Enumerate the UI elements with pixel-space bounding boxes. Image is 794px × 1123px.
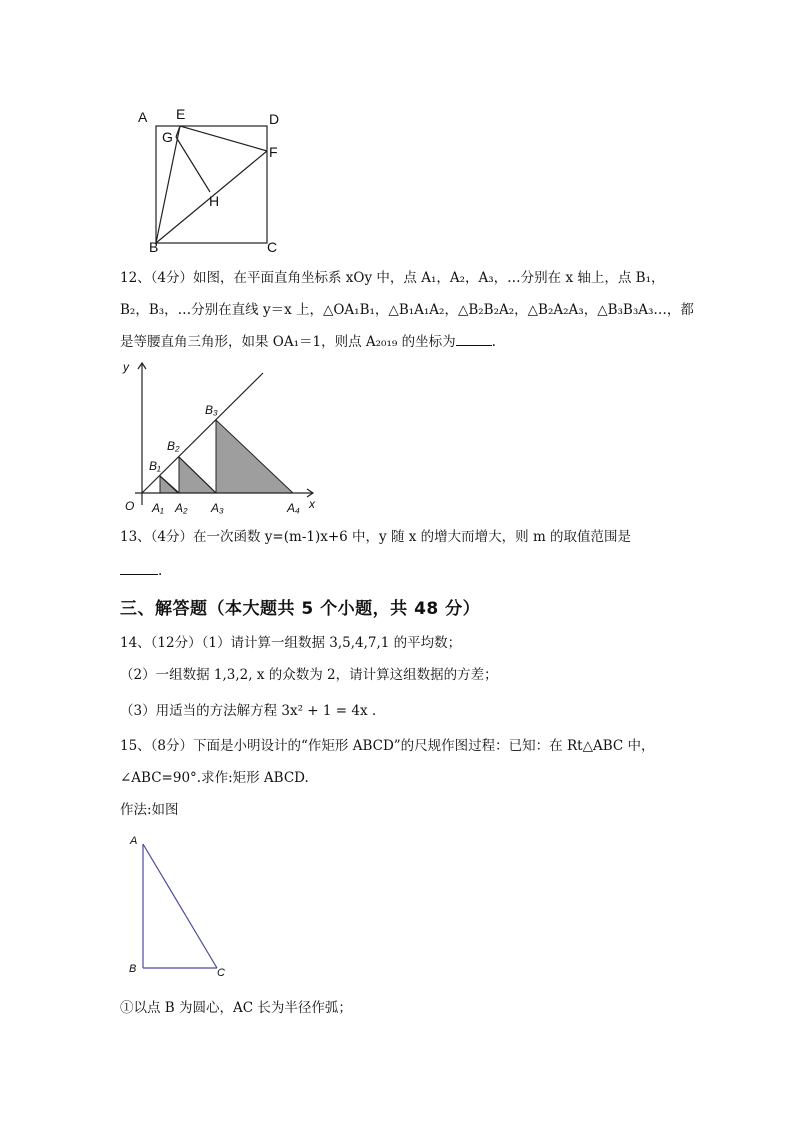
q14-line3: （3）用适当的方法解方程 3x² + 1 = 4x . — [120, 703, 377, 719]
answer-blank[interactable] — [120, 562, 158, 575]
q12-line2: B₂，B₃，…分别在直线 y＝x 上，△OA₁B₁，△B₁A₁A₂，△B₂B₂A₂，△B₂A₂A₃，△B₃B₃A₃…，都 — [120, 302, 694, 318]
label-a3: A₃ — [211, 501, 224, 515]
label-b2: B₂ — [167, 439, 180, 453]
segment-gh — [176, 137, 210, 192]
label-b1: B₁ — [149, 459, 161, 473]
section-heading: 三、解答题（本大题共 5 个小题，共 48 分） — [120, 599, 481, 619]
q12-line1: 12、（4分）如图，在平面直角坐标系 xOy 中，点 A₁，A₂，A₃，…分别在 x 轴上，点 B₁， — [120, 270, 665, 286]
q13-line2 — [120, 561, 162, 581]
label-a: A — [130, 835, 138, 847]
q12-line3 — [120, 332, 496, 352]
label-d: D — [269, 111, 280, 127]
q15-step1: ①以点 B 为圆心，AC 长为半径作弧； — [120, 1000, 352, 1016]
q14-line2: （2）一组数据 1,3,2, x 的众数为 2，请计算这组数据的方差； — [120, 667, 498, 683]
label-g: G — [162, 129, 173, 145]
label-b: B — [129, 963, 137, 975]
label-b3: B₃ — [205, 403, 218, 417]
label-h: H — [209, 193, 220, 209]
coordinate-figure — [115, 355, 330, 520]
label-a4: A₄ — [287, 501, 300, 515]
shaded-triangle-3 — [216, 420, 293, 493]
square-figure — [130, 100, 300, 260]
answer-blank[interactable] — [456, 333, 492, 346]
segment-ef — [180, 126, 267, 151]
label-a2: A₂ — [175, 501, 188, 515]
q15-line1: 15、（8分）下面是小明设计的“作矩形 ABCD”的尺规作图过程：已知：在 Rt△ABC 中， — [120, 738, 655, 754]
label-b: B — [149, 239, 159, 255]
label-a: A — [138, 109, 148, 125]
label-f: F — [269, 144, 278, 160]
q12-line3-end: . — [491, 334, 496, 350]
q12-line3-text: 是等腰直角三角形，如果 OA₁＝1，则点 A₂₀₁₉ 的坐标为 — [120, 334, 456, 350]
label-o: O — [125, 499, 135, 513]
q13-line2-end: . — [158, 563, 163, 579]
q15-line3: 作法:如图 — [120, 802, 179, 818]
side-ac — [143, 844, 217, 968]
triangle-figure — [122, 828, 237, 983]
q15-line2: ∠ABC=90°.求作:矩形 ABCD. — [120, 770, 309, 786]
label-e: E — [176, 106, 186, 122]
q13-line1: 13、（4分）在一次函数 y=(m-1)x+6 中，y 随 x 的增大而增大，则 m 的取值范围是 — [120, 529, 632, 545]
label-y: y — [123, 360, 129, 374]
label-x: x — [309, 497, 315, 511]
label-c: C — [267, 239, 278, 255]
label-c: C — [217, 967, 225, 979]
q14-line1: 14、（12分）（1）请计算一组数据 3,5,4,7,1 的平均数； — [120, 635, 462, 651]
label-a1: A₁ — [152, 501, 164, 515]
